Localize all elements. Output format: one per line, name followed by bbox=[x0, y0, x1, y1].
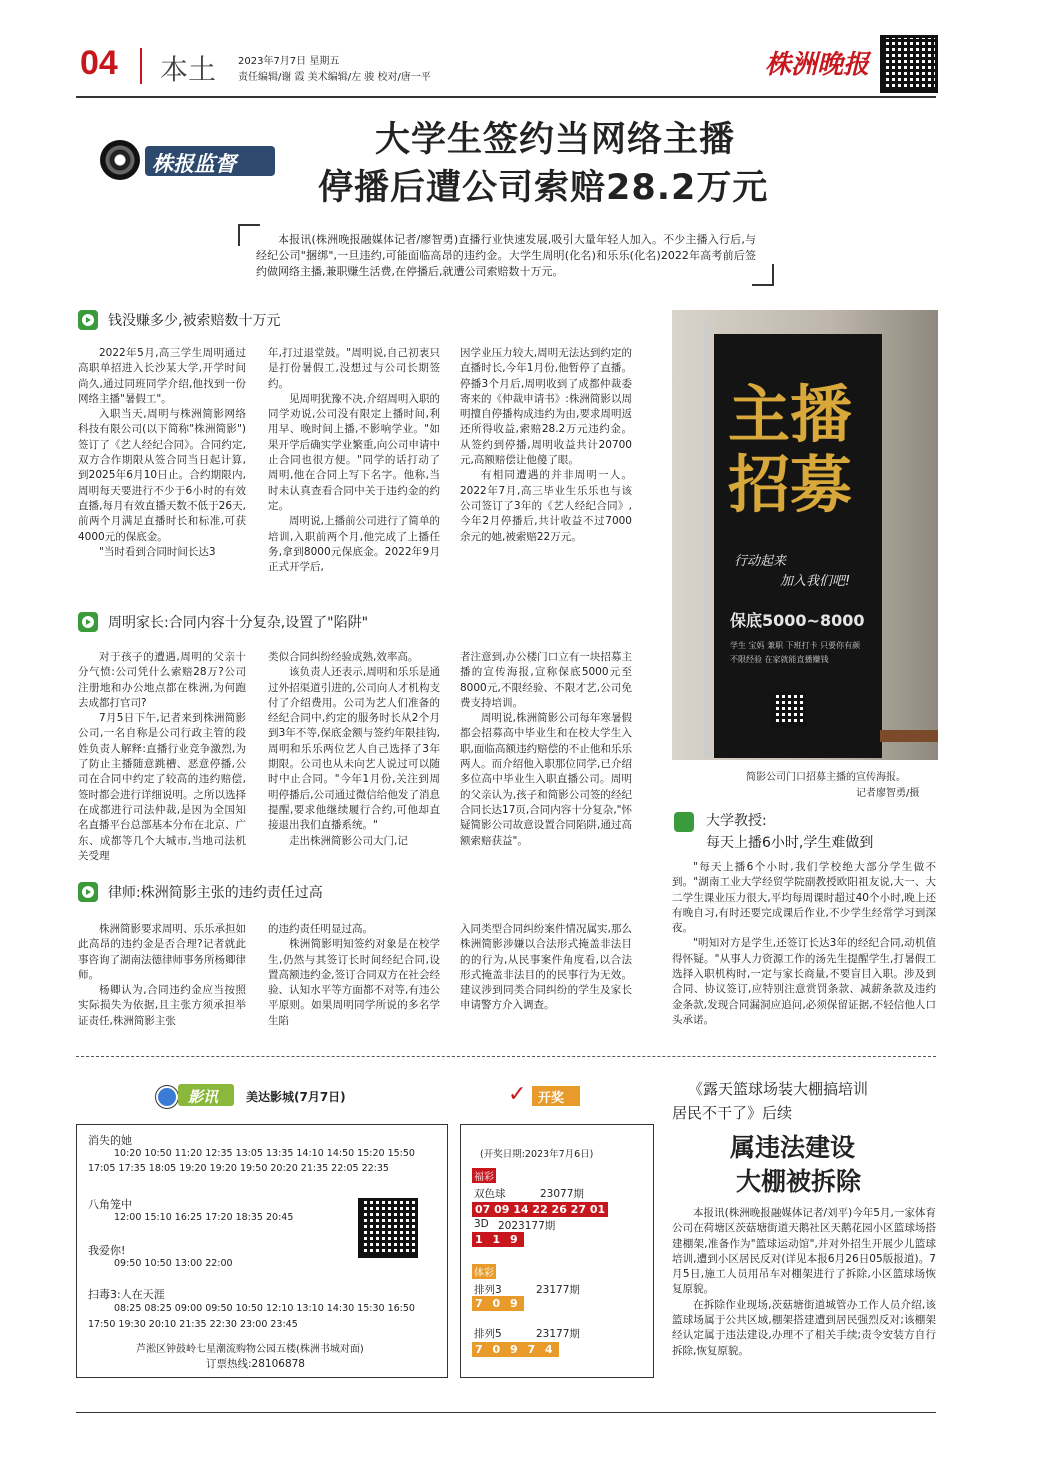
camera-lens-icon bbox=[100, 140, 140, 180]
cinema-logo-text: 影讯 bbox=[188, 1088, 219, 1106]
mid-rule bbox=[76, 1056, 936, 1058]
cinema-title: 美达影城(7月7日) bbox=[246, 1090, 346, 1104]
game-period: 23177期 bbox=[536, 1328, 580, 1340]
page-number: 04 bbox=[80, 44, 118, 82]
section-title-2: 周明家长:合同内容十分复杂,设置了"陷阱" bbox=[78, 612, 368, 632]
game-name: 排列3 bbox=[474, 1284, 502, 1296]
play-icon bbox=[78, 882, 98, 902]
s2-column-1: 对于孩子的遭遇,周明的父亲十分气愤:公司凭什么索赔28万?公司注册地和办公地点都在株洲,为何跑去成都打官司? 7月5日下午,记者来到株洲简影公司,一名自称是公司行政主管的段姓负责人解释:直播行业竞争激烈,为了防止主播随意跳槽、恶意停播,公司在合同中约定了较高的违约赔偿,签时都会进行详细说明。之所以选择在成都进行司法仲裁,是因为全国知名直播平台总部基本分布在北京、广东、成都等几个大城市,当地司法机关受理 bbox=[78, 651, 246, 862]
s1-column-2: 年,打过退堂鼓。"周明说,自己初衷只是打份暑假工,没想过与公司长期签约。 见周明犹豫不决,介绍周明入职的同学劝说,公司没有限定上播时间,利用早、晚时间上播,不影响学业。"如果开学后确实学业繁重,向公司申请中止合同也很方便。"同学的话打动了周明,他在合同上写下名字。他称,当时未认真查看合同中关于违约金的约定。 周明说,上播前公司进行了简单的培训,入职前两个月,他完成了上播任务,拿到8000元保底金。2022年9月正式开学后, bbox=[268, 347, 440, 574]
header-rule bbox=[76, 96, 936, 98]
header-divider bbox=[140, 48, 142, 84]
footer-rule bbox=[76, 1412, 936, 1413]
sports-label: 体彩 bbox=[472, 1264, 496, 1279]
poster-qr-icon bbox=[770, 692, 806, 728]
s2-column-3: 者注意到,办公楼门口立有一块招募主播的宣传海报,宣称保底5000元至8000元,不限经验、不限才艺,公司免费支持培训。 周明说,株洲简影公司每年寒暑假都会招募高中毕业生和在校大学生入职,面临高额违约赔偿的不止他和乐乐两人。而介绍他入职那位同学,已介绍多位高中毕业生入职直播公司。周明的父亲认为,孩子和简影公司签的经纪合同长达17页,合同内容十分复杂,"怀疑简影公司故意设置合同陷阱,通过高额索赔获益"。 bbox=[460, 651, 632, 847]
poster-small-text-2: 不限经验 在家就能直播赚钱 bbox=[730, 655, 829, 664]
side-kicker-1: 《露天篮球场装大棚搞培训 bbox=[688, 1080, 869, 1098]
poster-slogan-2: 加入我们吧! bbox=[780, 574, 851, 589]
s3-column-2: 的违约责任明显过高。 株洲简影明知签约对象是在校学生,仍然与其签订长时间经纪合同,设置高额违约金,签订合同双方在社会经验、认知水平等方面都不对等,有违公平原则。如果周明同学所说的多名学生陷 bbox=[268, 923, 440, 1027]
movie-times: 08:25 08:25 09:00 09:50 10:50 12:10 13:10 14:30 15:30 16:50 bbox=[114, 1303, 415, 1314]
photo-credit: 记者廖智勇/摄 bbox=[856, 788, 920, 799]
section-title-4: 大学教授: bbox=[706, 813, 767, 829]
play-icon bbox=[78, 612, 98, 632]
movie-times: 12:00 15:10 16:25 17:20 18:35 20:45 bbox=[114, 1212, 294, 1223]
movie-times: 17:05 17:35 18:05 19:20 19:20 19:50 20:20 21:35 22:05 22:35 bbox=[88, 1163, 389, 1174]
side-title-1: 属违法建设 bbox=[730, 1133, 856, 1162]
table-edge bbox=[880, 730, 938, 742]
game-period: 23077期 bbox=[540, 1188, 584, 1200]
check-icon: ✓ bbox=[508, 1082, 527, 1107]
qr-code-icon bbox=[880, 35, 938, 93]
lottery-logo-text: 开奖 bbox=[538, 1091, 565, 1106]
s3-column-3: 入同类型合同纠纷案件情况属实,那么株洲简影涉嫌以合法形式掩盖非法目的的行为,从民事案件角度看,以合法形式掩盖非法目的的民事行为无效。建议涉到同类合同纠纷的学生及家长申请警方介入调查。 bbox=[460, 923, 632, 1012]
section-subtitle-4: 每天上播6小时,学生难做到 bbox=[706, 835, 874, 851]
s2-column-2: 类似合同纠纷经验成熟,效率高。 该负责人还表示,周明和乐乐是通过外招渠道引进的,公司向人才机构支付了介绍费用。公司为艺人们准备的经纪合同中,约定的服务时长从2个月到3年不等,保底金额与签约年限挂钩,周明和乐乐两位艺人自己选择了3年期限。公司也从未向艺人说过可以随时中止合同。"今年1月份,关注到周明停播后,公司通过微信给他发了消息提醒,要求他继续履行合约,可他却直接退出我们直播系统。" 走出株洲简影公司大门,记 bbox=[268, 651, 440, 847]
lottery-numbers: 7 0 9 bbox=[472, 1296, 524, 1311]
photo-caption: 简影公司门口招募主播的宣传海报。 bbox=[746, 772, 906, 783]
editors-line: 责任编辑/谢 霞 美术编辑/左 骏 校对/唐一平 bbox=[238, 72, 431, 83]
lottery-numbers: 07 09 14 22 26 27 01 bbox=[472, 1202, 608, 1217]
game-name: 3D bbox=[474, 1218, 489, 1230]
movie-name: 扫毒3:人在天涯 bbox=[88, 1288, 165, 1301]
movie-times: 17:50 19:30 20:10 21:35 22:30 23:00 23:45 bbox=[88, 1319, 298, 1330]
film-icon bbox=[156, 1086, 178, 1108]
movie-name: 我爱你! bbox=[88, 1244, 126, 1257]
welfare-label: 福彩 bbox=[472, 1168, 496, 1183]
s4-text: "每天上播6个小时,我们学校绝大部分学生做不到。"湖南工业大学经贸学院副教授欧阳祖友说,大一、大二学生课业压力很大,平均每周课时超过40个小时,晚上还有晚自习,有时还要完成课后作业,不少学生经常学习到深夜。 "明知对方是学生,还签订长达3年的经纪合同,动机值得怀疑。"从事人力资源工作的汤先生提醒学生,打暑假工选择入职机构时,一定与家长商量,不要盲目入职。涉及到合同、协议签订,应特别注意赏罚条款、减薪条款及违约金条款,发现合同漏洞应追问,必须保留证据,不轻信他人口头承诺。 bbox=[672, 861, 936, 1026]
section-title-1: 钱没赚多少,被索赔数十万元 bbox=[78, 310, 280, 330]
date-line: 2023年7月7日 星期五 bbox=[238, 56, 340, 67]
game-name: 双色球 bbox=[474, 1188, 506, 1200]
side-kicker-2: 居民不干了》后续 bbox=[672, 1104, 793, 1122]
game-name: 排列5 bbox=[474, 1328, 502, 1340]
s3-column-1: 株洲简影要求周明、乐乐承担如此高昂的违约金是否合理?记者就此事咨询了湖南法德律师事务所杨卿律师。 杨卿认为,合同违约金应当按照实际损失为依据,且主张方须承担举证责任,株洲简影主张 bbox=[78, 923, 246, 1027]
lead-paragraph: 本报讯(株洲晚报融媒体记者/廖智勇)直播行业快速发展,吸引大量年轻人加入。不少主播入行后,与经纪公司"捆绑",一旦违约,可能面临高昂的违约金。大学生周明(化名)和乐乐(化名)2022年高考前后签约做网络主播,兼职赚生活费,在停播后,就遭公司索赔数十万元。 bbox=[256, 233, 756, 278]
play-icon bbox=[78, 310, 98, 330]
poster-headline: 主播招募 bbox=[728, 378, 853, 521]
column-logo-text: 株报监督 bbox=[152, 152, 236, 176]
side-title-2: 大棚被拆除 bbox=[736, 1167, 862, 1196]
section-title-3: 律师:株洲简影主张的违约责任过高 bbox=[78, 882, 323, 902]
game-period: 2023177期 bbox=[498, 1220, 556, 1232]
movie-times: 09:50 10:50 13:00 22:00 bbox=[114, 1258, 233, 1269]
masthead-logo: 株洲晚报 bbox=[765, 50, 870, 80]
play-icon bbox=[674, 812, 694, 832]
section-name: 本土 bbox=[160, 53, 217, 86]
lottery-numbers: 1 1 9 bbox=[472, 1232, 524, 1247]
lottery-numbers: 7 0 9 7 4 bbox=[472, 1342, 559, 1357]
movie-name: 八角笼中 bbox=[88, 1198, 132, 1211]
headline-line1: 大学生签约当网络主播 bbox=[375, 120, 736, 160]
poster-photo bbox=[672, 310, 938, 760]
game-period: 23177期 bbox=[536, 1284, 580, 1296]
poster-small-text-1: 学生 宝妈 兼职 下班打卡 只要你有颜 bbox=[730, 641, 861, 650]
movie-name: 消失的她 bbox=[88, 1134, 132, 1147]
headline-line2: 停播后遭公司索赔28.2万元 bbox=[318, 168, 769, 208]
s1-column-1: 2022年5月,高三学生周明通过高职单招进入长沙某大学,开学时间尚久,通过同班同学介绍,他找到一份网络主播"暑假工"。 入职当天,周明与株洲简影网络科技有限公司(以下简称"株洲简影")签订了《艺人经纪合同》。合同约定,双方合作期限从签合同当日起计算,到2025年6月10日止。合约期限内,周明每天要进行不少于6小时的有效直播,每月有效直播天数不低于26天,前两个月满足直播时长和标准,可获4000元的保底金。 "当时看到合同时间长达3 bbox=[78, 347, 246, 558]
lottery-date: (开奖日期:2023年7月6日) bbox=[480, 1149, 594, 1160]
side-story-text: 本报讯(株洲晚报融媒体记者/刘平)今年5月,一家体育公司在荷塘区茨菇塘街道天鹅社区天鹅花园小区篮球场搭建棚架,准备作为"篮球运动馆",并对外招生开展少儿篮球培训,遭到小区居民反对(详见本报6月26日05版报道)。7月5日,施工人员用吊车对棚架进行了拆除,小区篮球场恢复原貌。 在拆除作业现场,茨菇塘街道城管办工作人员介绍,该篮球场属于公共区域,棚架搭建遭到居民强烈反对;该棚架经认定属于违法建设,办理不了相关手续;责令安装方自行拆除,恢复原貌。 bbox=[672, 1207, 936, 1357]
poster-salary: 保底5000~8000 bbox=[730, 611, 865, 630]
poster-stand bbox=[704, 326, 710, 756]
s1-column-3: 因学业压力较大,周明无法达到约定的直播时长,今年1月份,他暂停了直播。停播3个月后,周明收到了成都仲裁委寄来的《仲裁申请书》:株洲简影以周明擅自停播构成违约为由,要求周明返还所得收益,索赔28.2万元违约金。从签约到停播,周明收益共计20700元,高额赔偿让他傻了眼。 有相同遭遇的并非周明一人。2022年7月,高三毕业生乐乐也与该公司签订了3年的《艺人经纪合同》,今年2月停播后,共计收益不过7000余元的她,被索赔22万元。 bbox=[460, 347, 632, 543]
cinema-hotline: 订票热线:28106878 bbox=[206, 1358, 305, 1370]
cinema-qr-icon bbox=[358, 1198, 418, 1258]
movie-times: 10:20 10:50 11:20 12:35 13:05 13:35 14:10 14:50 15:20 15:50 bbox=[114, 1148, 415, 1159]
poster-slogan-1: 行动起来 bbox=[734, 554, 787, 569]
cinema-address: 芦淞区钟鼓岭七星潮流购物公园五楼(株洲书城对面) bbox=[136, 1344, 364, 1355]
